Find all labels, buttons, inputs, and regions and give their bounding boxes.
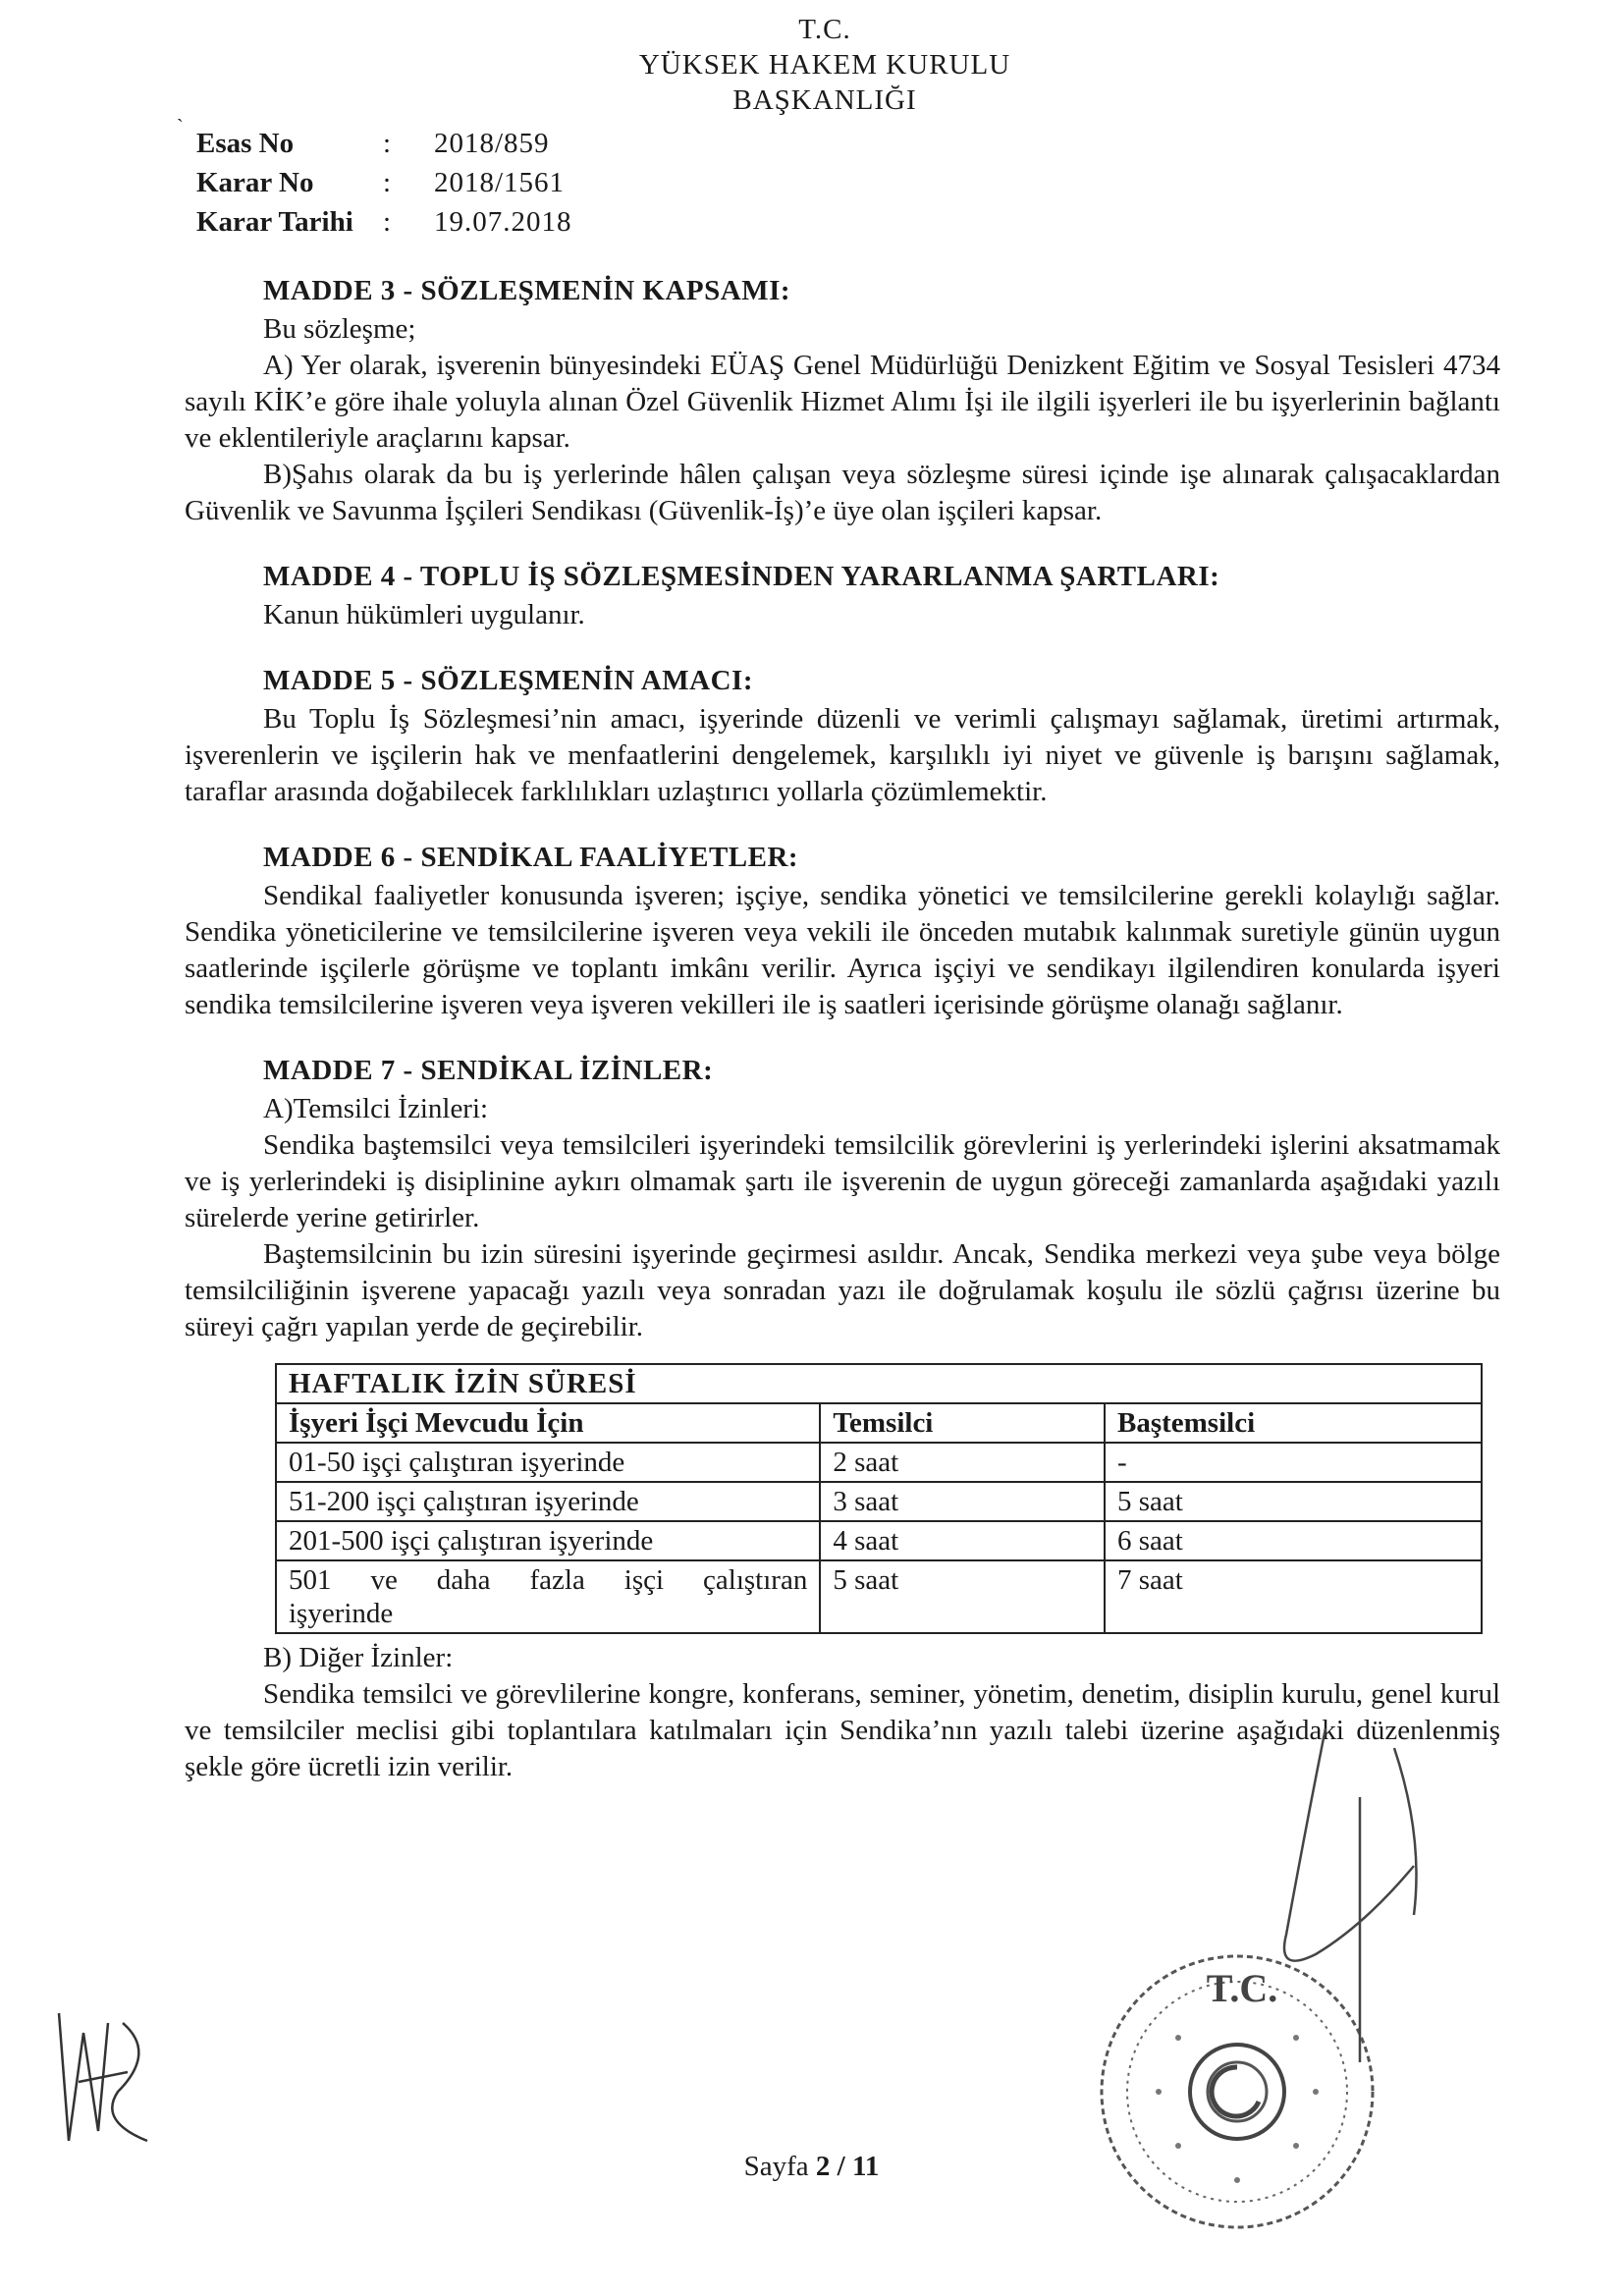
paragraph: A) Yer olarak, işverenin bünyesindeki EÜAŞ Genel Müdürlüğü Denizkent Eğitim ve Sosyal Tesisleri 4734 sayılı KİK’e göre ihale yoluyla alınan Özel Güvenlik Hizmet Alımı İşi ile ilgili işyerleri ile bu işyerlerinin bağlantı ve eklentileriyle araçlarını kapsar. xyxy=(185,350,1500,454)
table-row xyxy=(276,1482,1482,1521)
table-row xyxy=(276,1443,1482,1482)
stamp-text: T.C. xyxy=(1206,1966,1278,2010)
table-cell: 7 saat xyxy=(1105,1560,1482,1633)
handwritten-initials xyxy=(39,1994,167,2160)
meta-value: 2018/859 xyxy=(434,128,550,159)
meta-row-tarih xyxy=(196,202,572,242)
table-cell: 3 saat xyxy=(820,1482,1105,1521)
column-header: Temsilci xyxy=(820,1403,1105,1443)
table-cell: - xyxy=(1105,1443,1482,1482)
table-cell: 5 saat xyxy=(1105,1482,1482,1521)
page-number: 2 / 11 xyxy=(815,2151,880,2182)
document-body xyxy=(185,273,1500,1785)
table-cell: 51-200 işçi çalıştıran işyerinde xyxy=(276,1482,820,1521)
article-heading: MADDE 5 - SÖZLEŞMENİN AMACI: xyxy=(263,665,753,696)
document-header xyxy=(530,12,1119,118)
page-label: Sayfa xyxy=(743,2151,816,2182)
table-title: HAFTALIK İZİN SÜRESİ xyxy=(276,1364,1482,1403)
table-cell: 01-50 işçi çalıştıran işyerinde xyxy=(276,1443,820,1482)
page-footer xyxy=(0,2151,1623,2183)
meta-separator: : xyxy=(383,167,392,198)
meta-separator: : xyxy=(383,128,392,159)
paragraph: Sendika baştemsilci veya temsilcileri işyerindeki temsilcilik görevlerini iş yerlerindeki işlerini aksatmamak ve iş yerlerindeki iş disiplinine aykırı olmamak şartı ile işverenin de uygun göreceği zamanlarda aşağıdaki yazılı sürelerde yerine getirirler. xyxy=(185,1129,1500,1233)
article-heading: MADDE 7 - SENDİKAL İZİNLER: xyxy=(263,1055,714,1086)
table-header-row xyxy=(276,1403,1482,1443)
header-tc: T.C. xyxy=(798,14,851,45)
table-cell: 201-500 işçi çalıştıran işyerinde xyxy=(276,1521,820,1560)
table-row xyxy=(276,1521,1482,1560)
article-6 xyxy=(185,840,1500,1023)
meta-value: 2018/1561 xyxy=(434,167,566,198)
article-heading: MADDE 3 - SÖZLEŞMENİN KAPSAMI: xyxy=(263,275,791,306)
meta-label: Esas No xyxy=(196,128,295,159)
cell-line: işyerinde xyxy=(289,1598,394,1629)
weekly-leave-table xyxy=(275,1363,1483,1634)
table-cell: 6 saat xyxy=(1105,1521,1482,1560)
paragraph: Baştemsilcinin bu izin süresini işyerinde geçirmesi asıldır. Ancak, Sendika merkezi veya şube veya bölge temsilciliğinin işverene yapacağı yazılı veya sonradan yazı ile doğrulamak koşulu ile sözlü çağrısı üzerine bu süreyi çağrı yapılan yerde de geçirebilir. xyxy=(185,1238,1500,1342)
article-5 xyxy=(185,663,1500,810)
header-institution: YÜKSEK HAKEM KURULU xyxy=(638,49,1011,81)
meta-label: Karar Tarihi xyxy=(196,206,353,238)
handwritten-signature xyxy=(1267,1709,1434,2102)
paragraph: Bu Toplu İş Sözleşmesi’nin amacı, işyerinde düzenli ve verimli çalışmayı sağlamak, üretimi artırmak, işverenlerin ve işçilerin hak ve menfaatlerini dengelemek, karşılıklı iyi niyet ve güvenle iş barışını sağlamak, taraflar arasında doğabilecek farklılıkları uzlaştırıcı yollarla çözümlemektir. xyxy=(185,703,1500,807)
case-metadata xyxy=(196,124,572,242)
subheading: B) Diğer İzinler: xyxy=(263,1642,454,1673)
header-department: BAŞKANLIĞI xyxy=(732,84,917,116)
table-row xyxy=(276,1560,1482,1633)
table-cell: 4 saat xyxy=(820,1521,1105,1560)
meta-label: Karar No xyxy=(196,167,314,198)
table-cell: 2 saat xyxy=(820,1443,1105,1482)
article-4 xyxy=(185,559,1500,633)
meta-row-karar xyxy=(196,163,572,202)
subheading: A)Temsilci İzinleri: xyxy=(263,1093,489,1124)
column-header: Baştemsilci xyxy=(1105,1403,1482,1443)
paragraph: Bu sözleşme; xyxy=(263,313,416,345)
paragraph: Sendikal faaliyetler konusunda işveren; işçiye, sendika yönetici ve temsilcilerine gerekli kolaylığı sağlar. Sendika yöneticilerine ve temsilcilerine işveren veya vekili ile önceden mutabık kalınmak suretiyle günün uygun saatlerinde işçilerle görüşme ve toplantı imkânı verilir. Ayrıca işçiyi ve sendikayı ilgilendiren konularda işyeri sendika temsilcilerine işveren veya işveren vekilleri ile iş saatleri içerisinde görüşme olanağı sağlanır. xyxy=(185,880,1500,1020)
scan-mark: ` xyxy=(177,116,184,137)
meta-row-esas xyxy=(196,124,572,163)
paragraph: Kanun hükümleri uygulanır. xyxy=(263,599,585,630)
article-heading: MADDE 6 - SENDİKAL FAALİYETLER: xyxy=(263,842,799,873)
article-3 xyxy=(185,273,1500,529)
paragraph: B)Şahıs olarak da bu iş yerlerinde hâlen çalışan veya sözleşme süresi içinde işe alınarak çalışacaklardan Güvenlik ve Savunma İşçileri Sendikası (Güvenlik-İş)’e üye olan işçileri kapsar. xyxy=(185,459,1500,526)
paragraph: Sendika temsilci ve görevlilerine kongre, konferans, seminer, yönetim, denetim, disiplin kurulu, genel kurul ve temsilciler meclisi gibi toplantılara katılmaları için Sendika’nın yazılı talebi üzerine aşağıdaki düzenlenmiş şekle göre ücretli izin verilir. xyxy=(185,1678,1500,1782)
article-heading: MADDE 4 - TOPLU İŞ SÖZLEŞMESİNDEN YARARLANMA ŞARTLARI: xyxy=(263,561,1220,592)
table-cell: 5 saat xyxy=(820,1560,1105,1633)
meta-separator: : xyxy=(383,206,392,238)
meta-value: 19.07.2018 xyxy=(434,206,572,238)
table-cell xyxy=(276,1560,820,1633)
table-title-row xyxy=(276,1364,1482,1403)
cell-line: 501 ve daha fazla işçi çalıştıran xyxy=(289,1564,808,1596)
column-header: İşyeri İşçi Mevcudu İçin xyxy=(276,1403,820,1443)
article-7 xyxy=(185,1053,1500,1785)
